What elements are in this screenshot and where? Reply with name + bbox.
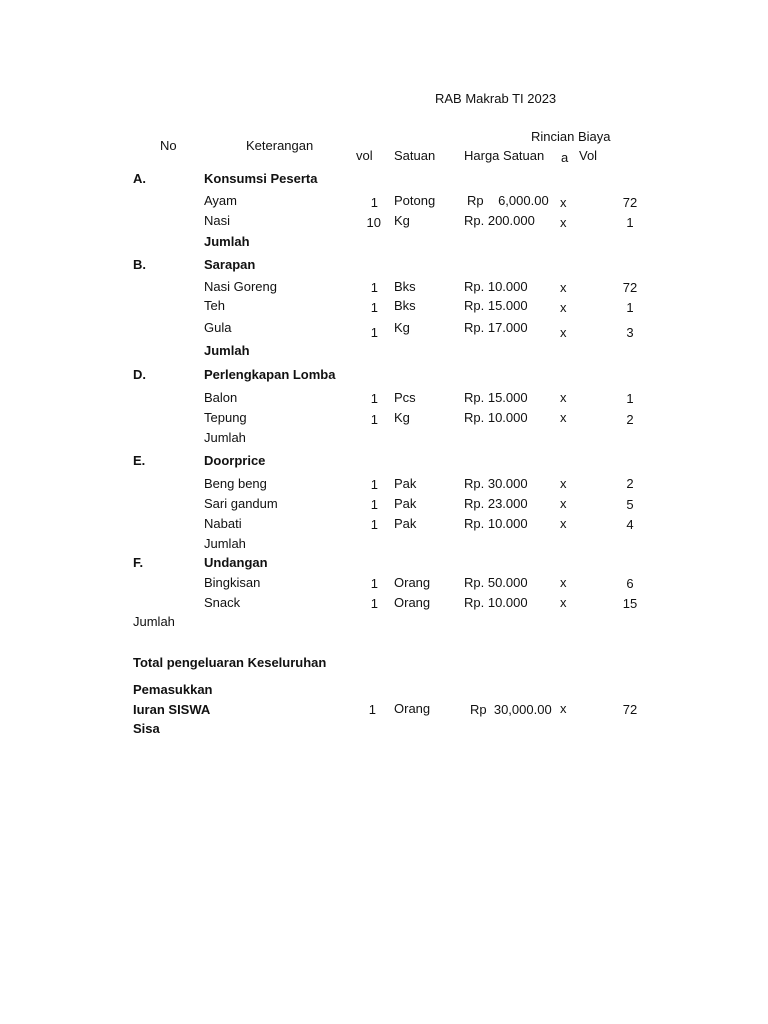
section-name: Konsumsi Peserta [204,171,318,186]
item-qty: 1 [626,391,634,406]
item-x: x [560,575,567,590]
item-vol: 1 [370,391,378,406]
item-price: Rp. 50.000 [464,575,528,590]
item-name: Nasi Goreng [204,279,277,294]
item-unit: Orang [394,575,431,590]
item-unit: Kg [394,320,410,335]
item-vol: 1 [370,325,378,340]
item-price: Rp 6,000.00 [467,193,549,208]
item-x: x [560,496,567,511]
item-price: Rp. 10.000 [464,516,528,531]
item-name: Balon [204,390,238,405]
item-qty: 5 [626,497,634,512]
section-name: Doorprice [204,453,266,468]
item-unit: Potong [394,193,436,208]
header-satuan: Satuan [394,148,436,163]
item-x: x [560,280,567,295]
header-keterangan: Keterangan [246,138,314,153]
section-name: Sarapan [204,257,256,272]
item-x: x [560,390,567,405]
section-name: Perlengkapan Lomba [204,367,336,382]
item-qty: 2 [626,476,634,491]
header-vol2: Vol [579,148,598,163]
item-vol: 1 [370,280,378,295]
income-item-x: x [560,701,567,716]
item-vol: 1 [370,195,378,210]
item-price: Rp. 23.000 [464,496,528,511]
sisa-label: Sisa [133,721,160,736]
item-price: Rp. 30.000 [464,476,528,491]
pemasukkan-label: Pemasukkan [133,682,213,697]
header-a: a [561,150,569,165]
item-price: Rp. 10.000 [464,279,528,294]
section-letter: A. [133,171,146,186]
item-unit: Pak [394,496,417,511]
item-qty: 1 [626,215,634,230]
income-item-qty: 72 [622,702,638,717]
item-name: Sari gandum [204,496,278,511]
item-x: x [560,476,567,491]
item-qty: 3 [626,325,634,340]
section-letter: E. [133,453,146,468]
item-unit: Pak [394,476,417,491]
item-price: Rp. 17.000 [464,320,528,335]
item-price: Rp. 200.000 [464,213,535,228]
section-total-label: Jumlah [204,430,246,445]
item-vol: 1 [370,497,378,512]
income-item-unit: Orang [394,701,431,716]
item-price: Rp. 10.000 [464,595,528,610]
item-vol: 1 [370,477,378,492]
income-item-name: Iuran SISWA [133,702,211,717]
item-x: x [560,595,567,610]
final-jumlah-label: Jumlah [133,614,175,629]
item-x: x [560,325,567,340]
item-unit: Bks [394,279,416,294]
section-letter: B. [133,257,146,272]
item-qty: 15 [622,596,638,611]
item-name: Teh [204,298,225,313]
item-vol: 1 [370,576,378,591]
item-vol: 1 [370,412,378,427]
item-price: Rp. 15.000 [464,298,528,313]
item-unit: Kg [394,410,410,425]
item-qty: 1 [626,300,634,315]
item-unit: Bks [394,298,416,313]
header-no: No [160,138,177,153]
item-unit: Pak [394,516,417,531]
item-qty: 4 [626,517,634,532]
item-name: Nasi [204,213,231,228]
header-rincian-biaya: Rincian Biaya [531,129,611,144]
item-name: Tepung [204,410,247,425]
header-harga-satuan: Harga Satuan [464,148,545,163]
item-vol: 1 [370,596,378,611]
section-total-label: Jumlah [204,536,246,551]
item-x: x [560,410,567,425]
item-price: Rp. 15.000 [464,390,528,405]
item-qty: 2 [626,412,634,427]
document-title: RAB Makrab TI 2023 [435,91,557,106]
total-pengeluaran-label: Total pengeluaran Keseluruhan [133,655,327,670]
item-name: Bingkisan [204,575,261,590]
item-x: x [560,300,567,315]
income-item-price: Rp 30,000.00 [470,702,552,717]
section-total-label: Jumlah [204,343,250,358]
item-qty: 72 [622,280,638,295]
item-name: Nabati [204,516,242,531]
section-total-label: Jumlah [204,234,250,249]
item-unit: Orang [394,595,431,610]
item-name: Snack [204,595,241,610]
item-unit: Pcs [394,390,416,405]
section-letter: D. [133,367,146,382]
section-letter: F. [133,555,144,570]
item-qty: 72 [622,195,638,210]
item-x: x [560,215,567,230]
item-qty: 6 [626,576,634,591]
item-unit: Kg [394,213,410,228]
header-vol: vol [356,148,373,163]
item-vol: 10 [366,215,381,230]
item-vol: 1 [370,300,378,315]
income-item-vol: 1 [368,702,376,717]
item-vol: 1 [370,517,378,532]
item-name: Beng beng [204,476,267,491]
item-price: Rp. 10.000 [464,410,528,425]
section-name: Undangan [204,555,268,570]
item-name: Gula [204,320,232,335]
item-x: x [560,195,567,210]
item-x: x [560,516,567,531]
item-name: Ayam [204,193,237,208]
